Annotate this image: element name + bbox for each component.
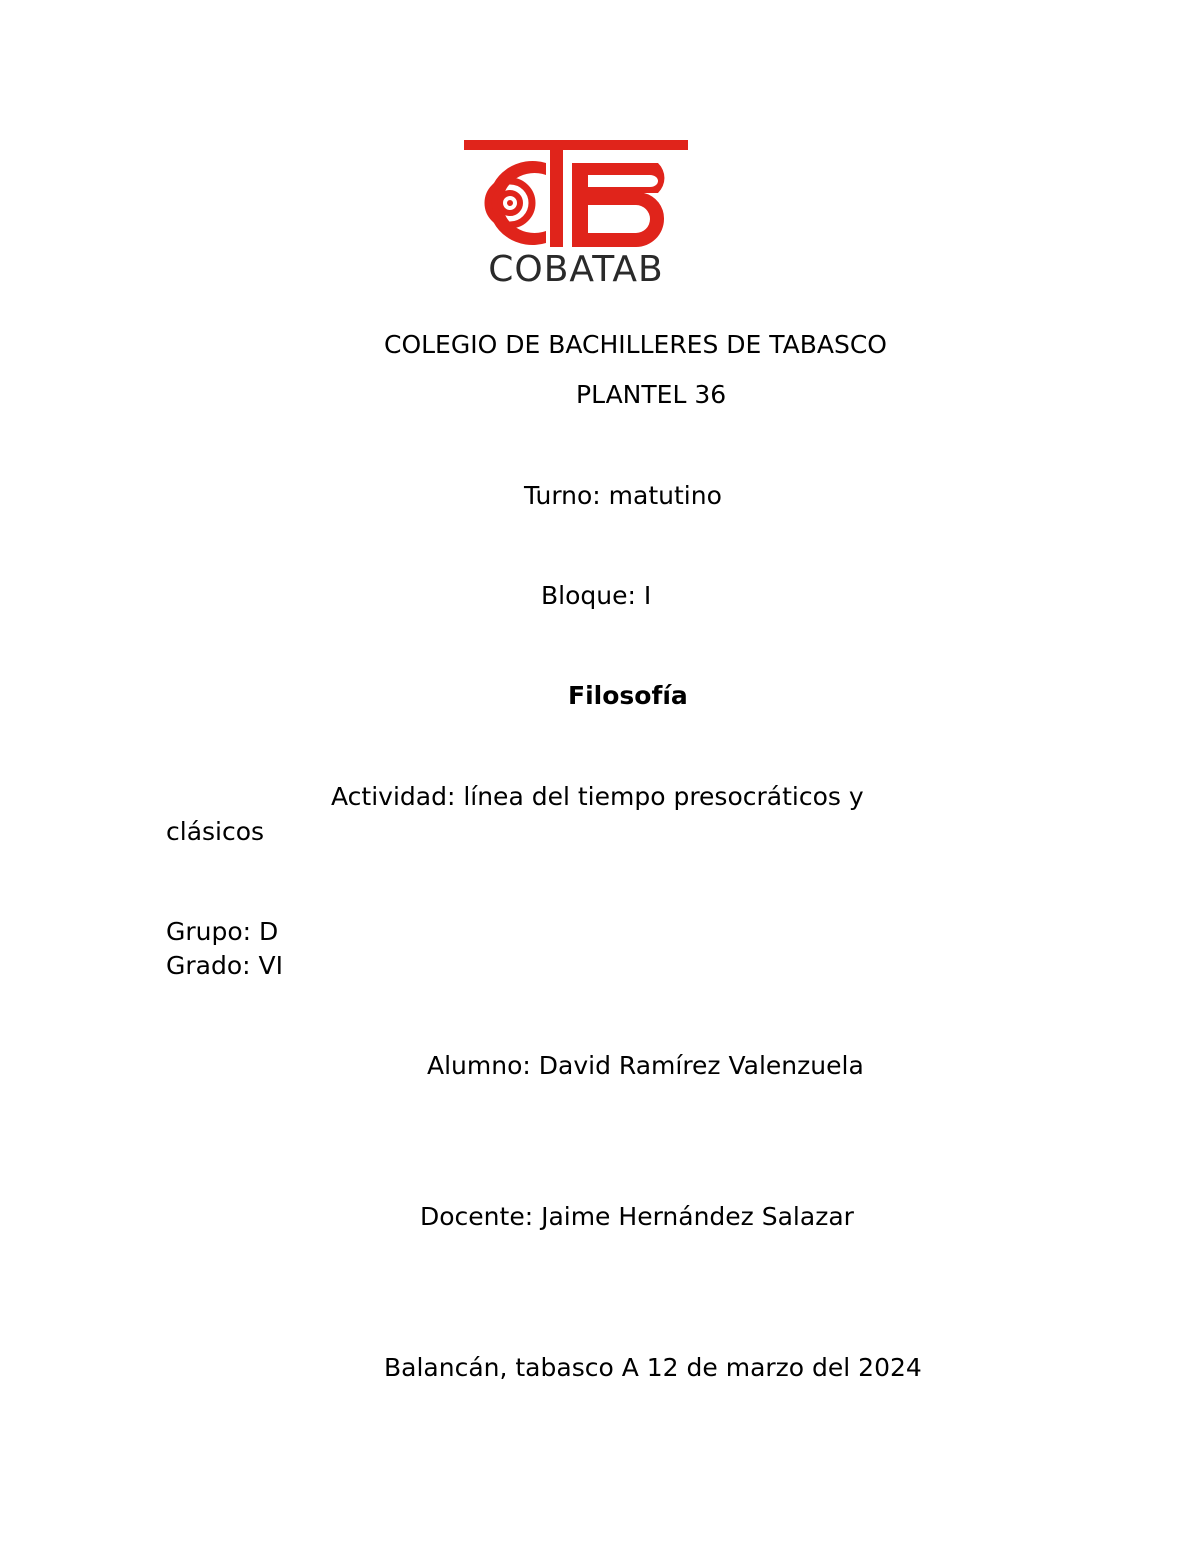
- grade-line: Grado: VI: [166, 951, 283, 980]
- institution-name: COLEGIO DE BACHILLERES DE TABASCO: [384, 330, 887, 359]
- subject-title: Filosofía: [568, 681, 688, 710]
- activity-line-2: clásicos: [166, 817, 265, 846]
- block-line: Bloque: I: [541, 581, 652, 610]
- campus-name: PLANTEL 36: [576, 380, 727, 409]
- logo-text: COBATAB: [488, 249, 664, 285]
- group-line: Grupo: D: [166, 917, 279, 946]
- teacher-line: Docente: Jaime Hernández Salazar: [420, 1202, 854, 1231]
- shift-line: Turno: matutino: [524, 481, 722, 510]
- cobatab-logo: [458, 135, 698, 285]
- student-line: Alumno: David Ramírez Valenzuela: [427, 1051, 864, 1080]
- activity-line-1: Actividad: línea del tiempo presocráticos y: [331, 782, 864, 811]
- place-date-line: Balancán, tabasco A 12 de marzo del 2024: [384, 1353, 922, 1382]
